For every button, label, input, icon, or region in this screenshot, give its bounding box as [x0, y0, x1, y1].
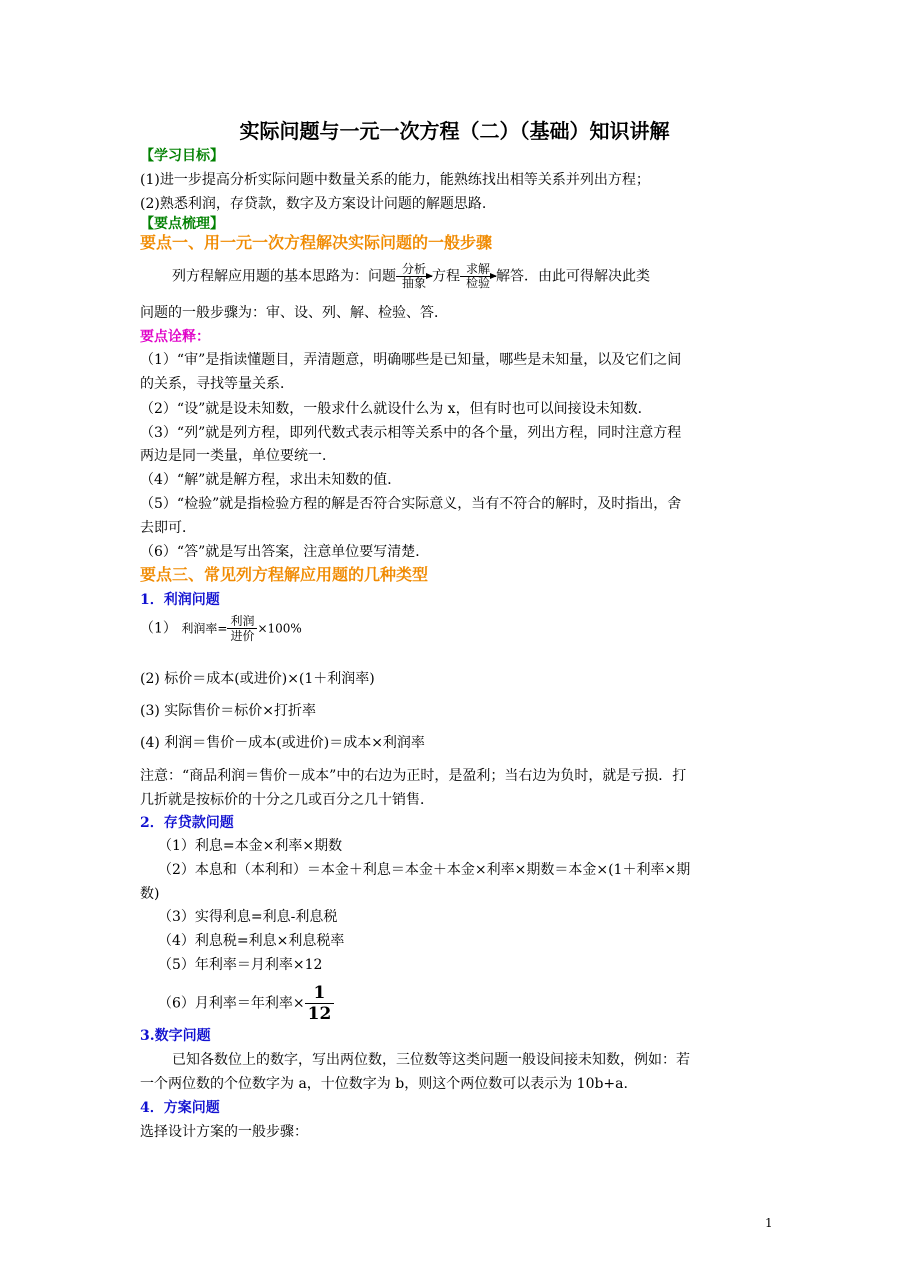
- explain-line: 的关系，寻找等量关系．: [140, 376, 294, 392]
- fraction-numerator: 利润: [227, 614, 257, 629]
- profit-formula-2: (2) 标价＝成本(或进价)×(1＋利润率): [140, 671, 375, 687]
- deposit-formula-5: （5）年利率＝月利率×12: [158, 957, 323, 973]
- arrow1-bottom-label: 抽象: [402, 276, 427, 290]
- formula-tail: ×100%: [257, 621, 302, 636]
- profit-heading: 1．利润问题: [140, 592, 220, 608]
- deposit-formula-4: （4）利息税=利息×利息税率: [158, 933, 345, 949]
- profit-note: 几折就是按标价的十分之几或百分之几十销售．: [140, 792, 434, 808]
- formula-prefix: （6）月利率＝年利率×: [158, 995, 305, 1012]
- page-title: 实际问题与一元一次方程（二）（基础）知识讲解: [239, 119, 670, 143]
- digits-text: 一个两位数的个位数字为 a，十位数字为 b，则这个两位数可以表示为 10b+a.: [140, 1076, 628, 1092]
- intro-text-b: 方程: [432, 268, 461, 285]
- explain-line: （5）“检验”就是指检验方程的解是否符合实际意义，当有不符合的解时，及时指出，舍: [140, 496, 682, 512]
- profit-formula-4: (4) 利润＝售价－成本(或进价)＝成本×利润率: [140, 735, 425, 751]
- deposit-formula-6: [158, 983, 334, 1024]
- arrow2-bottom-label: 检验: [466, 276, 491, 290]
- point1-intro: [172, 263, 650, 290]
- profit-over-cost-fraction: [227, 614, 257, 643]
- deposit-heading: 2．存贷款问题: [140, 815, 234, 831]
- formula-lhs: 利润率=: [181, 621, 228, 636]
- intro-text-c: 解答．由此可得解决此类: [496, 268, 651, 285]
- explain-heading: 要点诠释：: [140, 329, 210, 345]
- explain-line: 去即可．: [140, 520, 196, 536]
- explain-line: 两边是同一类量，单位要统一．: [140, 448, 336, 464]
- explain-line: （1）“审”是指读懂题目，弄清题意，明确哪些是已知量，哪些是未知量，以及它们之间: [140, 352, 682, 368]
- formula-prefix: （1）: [140, 620, 177, 637]
- deposit-formula-2: （2）本息和（本利和）＝本金＋利息＝本金＋本金×利率×期数＝本金×(1＋利率×期: [158, 862, 691, 878]
- profit-formula-3: (3) 实际售价＝标价×打折率: [140, 703, 317, 719]
- one-twelfth-fraction: [305, 983, 335, 1024]
- deposit-formula-1: （1）利息=本金×利率×期数: [158, 838, 343, 854]
- page-number: 1: [765, 1216, 773, 1230]
- point1-heading: 要点一、用一元一次方程解决实际问题的一般步骤: [140, 233, 493, 252]
- solve-check-arrow: [460, 263, 496, 290]
- explain-line: （4）“解”就是解方程，求出未知数的值．: [140, 472, 402, 488]
- deposit-formula-2-cont: 数): [140, 886, 160, 902]
- explain-line: （6）“答”就是写出答案，注意单位要写清楚．: [140, 544, 430, 560]
- analyze-abstract-arrow: [396, 263, 432, 290]
- deposit-formula-3: （3）实得利息=利息-利息税: [158, 909, 338, 925]
- profit-rate-formula: [140, 614, 302, 643]
- intro-text-a: 列方程解应用题的基本思路为：问题: [172, 268, 396, 285]
- digits-heading: 3.数字问题: [140, 1028, 211, 1044]
- explain-line: （3）“列”就是列方程，即列代数式表示相等关系中的各个量，列出方程，同时注意方程: [140, 425, 682, 441]
- points-heading: 【要点梳理】: [140, 216, 224, 232]
- fraction-denominator: 进价: [230, 629, 255, 643]
- point1-steps: 问题的一般步骤为：审、设、列、解、检验、答．: [140, 305, 448, 321]
- digits-text: 已知各数位上的数字，写出两位数，三位数等这类问题一般设间接未知数，例如：若: [172, 1052, 690, 1068]
- plan-heading: 4．方案问题: [140, 1100, 220, 1116]
- goal-item-2: (2)熟悉利润，存贷款，数字及方案设计问题的解题思路.: [140, 196, 487, 212]
- goals-heading: 【学习目标】: [140, 148, 224, 164]
- plan-text: 选择设计方案的一般步骤：: [140, 1124, 308, 1140]
- fraction-denominator: 12: [307, 1004, 332, 1024]
- profit-note: 注意：“商品利润＝售价－成本”中的右边为正时，是盈利；当右边为负时，就是亏损．打: [140, 768, 687, 784]
- fraction-numerator: 1: [305, 983, 335, 1004]
- arrow1-top-label: 分析: [402, 262, 427, 276]
- arrow2-top-label: 求解: [466, 262, 491, 276]
- goal-item-1: (1)进一步提高分析实际问题中数量关系的能力，能熟练找出相等关系并列出方程；: [140, 172, 650, 188]
- point3-heading: 要点三、常见列方程解应用题的几种类型: [140, 565, 429, 584]
- explain-line: （2）“设”就是设未知数，一般求什么就设什么为 x，但有时也可以间接设未知数．: [140, 401, 652, 417]
